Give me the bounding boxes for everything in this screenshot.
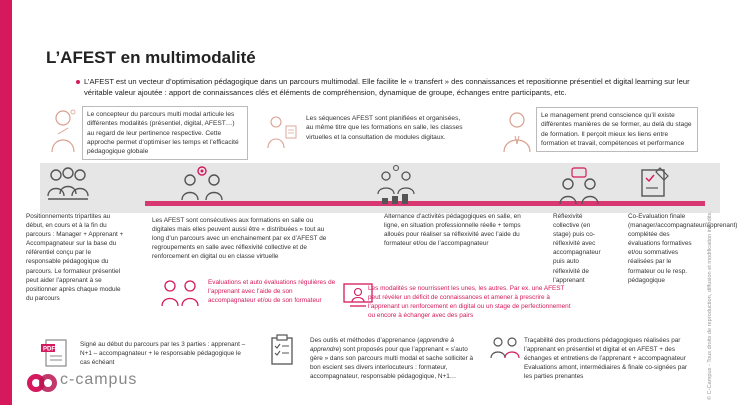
slide-title: L’AFEST en multimodalité <box>46 48 256 67</box>
modalities-note: Les modalités se nourrissent les unes, les autres. Par ex. une AFEST peut révéler un déficit de connaissances et amener à prescrire à l’apprenant un renforcement en digital ou un stage de perfectionnement ou encore à échanger avec des pairs <box>368 285 571 320</box>
reflexivity-column: Réflexivité collective (en stage) puis co-réflexivité avec accompagnateur puis auto réflexivité de l’apprenant <box>553 213 601 284</box>
c-campus-logo-text: c-campus <box>60 371 138 388</box>
designer-box: Le concepteur du parcours multi modal articule les différentes modalités (présentiel, digital, AFEST…) au regard de leur pertinence respective. Cette approche permet d’optimiser les temps et l’efficacité pédagogique globale <box>82 106 248 160</box>
positioning-column: Positionnements tripartites au début, en cours et à la fin du parcours : Manager + Apprenant + Accompagnateur sur la base du référentiel conçu par le responsable pédagogique du parcours. Le formateur présentiel peut aider l’apprenant à se positionner après chaque module du parcours <box>26 213 124 302</box>
learning-tools-text-after: ) sont proposés pour que l’apprenant « s’auto gère » dans son parcours multi modal et sache solliciter à bon escient ses divers interlocuteurs : formateur, accompagnateur, responsable pédagogique, N+1… <box>310 346 474 381</box>
co-evaluation-column: Co-Evaluation finale (manager/accompagnateur/apprenant) complétée des évaluations formatives et/ou sommatives réalisées par le formateur ou le resp. pédagogique <box>628 213 737 284</box>
people-gear-icon <box>180 164 226 204</box>
people-network-icon <box>490 334 520 362</box>
copyright-side-note <box>697 120 711 400</box>
presenter-icon <box>158 278 202 308</box>
evaluation-checklist-icon <box>640 166 670 198</box>
slide-intro: L’AFEST est un vecteur d’optimisation pédagogique dans un parcours multimodal. Elle facilite le « transfert » des connaissances et repositionne présentiel et digital learning sur leur véritable valeur ajoutée : apport de connaissances clés et éléments de compréhension, dynamique de groupe, échanges entre participants, etc. <box>84 77 690 97</box>
traceability-note: Traçabilité des productions pédagogiques réalisées par l’apprenant en présentiel et digital et en AFEST + des échanges et entretiens de l’apprenant + accompagnateur Evaluations amont, intermédiaires & finale co-signées par les parties prenantes <box>524 337 688 381</box>
learning-tools-text-before: Des outils et méthodes d’apprenance ( <box>310 337 420 344</box>
pdf-label: PDF <box>43 346 55 353</box>
copyright-text: © C-Campus - Tous droits de reproduction, diffusion et modification interdits. <box>707 211 713 400</box>
clipboard-checklist-icon <box>270 334 294 366</box>
planner-person-icon <box>266 112 298 152</box>
signature-note: Signé au début du parcours par les 3 parties : apprenant – N+1 – accompagnateur + le responsable pédagogique le cas échéant <box>80 341 246 367</box>
bullet-dot <box>76 80 80 84</box>
evaluation-note: Evaluations et auto évaluations régulières de l’apprenant avec l’aide de son accompagnateur et/ou de son formateur <box>208 279 336 305</box>
alternance-column: Alternance d’activités pédagogiques en salle, en ligne, en situation professionnelle réelle + temps alloués pour réaliser sa réflexivité avec l’aide du formateur et/ou de l’accompagnateur <box>384 213 521 248</box>
speech-people-icon <box>556 166 602 206</box>
management-box: Le management prend conscience qu’il existe différentes manières de se former, au delà du stage de formation. Il perçoit mieux les liens entre formation et travail, compétences et performance <box>536 107 698 152</box>
thinking-person-icon <box>46 108 80 154</box>
team-meeting-icon <box>46 166 90 202</box>
people-growth-icon <box>374 164 420 206</box>
manager-person-icon <box>500 110 534 154</box>
learning-tools-text-italic: apprendre à apprendre <box>310 337 454 354</box>
pdf-document-icon <box>40 338 68 370</box>
c-campus-logo-icon <box>26 372 58 394</box>
planning-box: Les séquences AFEST sont planifiées et organisées, au même titre que les formations en salle, les classes virtuelles et la consultation de modules digitaux. <box>306 114 466 142</box>
afest-distribution-column: Les AFEST sont consécutives aux formations en salle ou digitales mais elles peuvent aussi être « distribuées » tout au long d’un parcours avec un enchainement par ex d’AFEST de regroupements en salle avec réflexivité collective et de renforcement en digital ou en classe virtuelle <box>152 217 327 261</box>
slide-accent-bar <box>0 0 12 405</box>
timeline-stripe <box>145 201 705 206</box>
learning-tools-note <box>310 336 476 381</box>
